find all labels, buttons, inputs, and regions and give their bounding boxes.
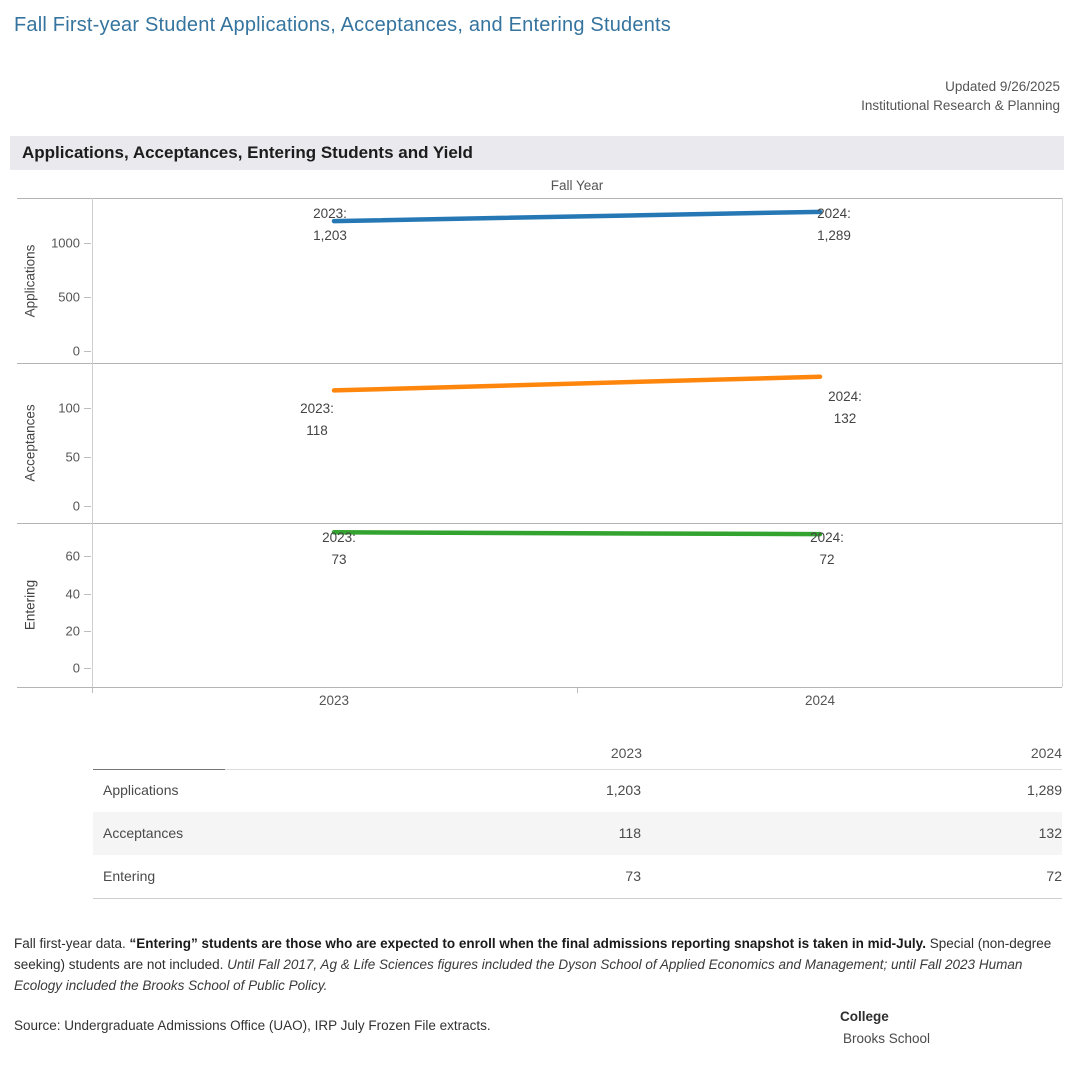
mark-label-year: 2023: [300, 401, 334, 416]
mark-label [284, 398, 350, 442]
table-cell: 72 [1046, 868, 1062, 884]
y-axis-measure-label: Acceptances [22, 404, 38, 482]
y-axis-tick-mark [84, 668, 91, 669]
y-axis-tick-label: 0 [72, 343, 80, 359]
mark-label-value: 73 [331, 552, 347, 567]
table-cell: 73 [625, 868, 641, 884]
y-axis-tick-label: 60 [65, 548, 80, 564]
page-title: Fall First-year Student Applications, Acceptances, and Entering Students [14, 14, 671, 36]
y-axis-tick-mark [84, 351, 91, 352]
y-axis-tick-label: 0 [72, 498, 80, 514]
y-axis-tick-label: 0 [72, 660, 80, 676]
mark-label-value: 132 [833, 411, 857, 426]
mark-label [297, 203, 363, 247]
mark-label-year: 2023: [322, 530, 356, 545]
x-axis-tick [577, 687, 578, 693]
entering-polyline[interactable] [334, 532, 820, 534]
x-axis-title: Fall Year [550, 178, 604, 193]
updated-block [861, 77, 1060, 115]
mark-label-year: 2024: [810, 530, 844, 545]
y-axis-measure-label: Entering [22, 579, 38, 631]
acceptances-polyline[interactable] [334, 377, 820, 391]
table-row-label: Acceptances [103, 825, 184, 841]
mark-label [812, 386, 878, 430]
table-cell: 1,289 [1026, 782, 1062, 798]
mark-label [794, 527, 860, 571]
y-axis-tick-label: 50 [65, 449, 80, 465]
y-axis-tick-mark [84, 631, 91, 632]
y-axis-measure-label: Applications [22, 244, 38, 317]
chart-right-border [1062, 198, 1063, 687]
applications-polyline[interactable] [334, 212, 820, 221]
table-col-header: 2023 [610, 745, 642, 761]
footnote-text: Special (non-degree seeking) students are not included. [14, 936, 1052, 972]
y-axis-tick-label: 100 [58, 400, 80, 416]
mark-label-year: 2024: [817, 206, 851, 221]
table-cell: 118 [618, 825, 641, 841]
mark-label-year: 2024: [828, 389, 862, 404]
mark-label-value: 118 [306, 423, 328, 438]
footnote-text: Fall first-year data. [14, 936, 130, 951]
table-col-header: 2024 [1030, 745, 1062, 761]
college-filter-label: College [840, 1009, 889, 1024]
y-axis-tick-mark [84, 556, 91, 557]
x-axis-tick-label: 2023 [318, 693, 350, 708]
table-cell: 1,203 [605, 782, 641, 798]
y-axis-tick-mark [84, 457, 91, 458]
org-name: Institutional Research & Planning [861, 98, 1060, 113]
table-cell: 132 [1038, 825, 1062, 841]
section-header-band [10, 136, 1064, 170]
footnote-bold-text: “Entering” students are those who are expected to enroll when the final admissions reporting snapshot is taken in mid-July. [129, 936, 930, 951]
mark-label-year: 2023: [313, 206, 347, 221]
chart-bottom-border [17, 687, 1062, 688]
y-axis-tick-mark [84, 594, 91, 595]
mark-label [306, 527, 372, 571]
table-row [93, 812, 1062, 855]
footnote [14, 933, 1064, 996]
table-row [93, 769, 1062, 812]
section-header-title: Applications, Acceptances, Entering Students and Yield [22, 143, 473, 162]
y-axis-tick-label: 1000 [51, 235, 80, 251]
y-axis-tick-mark [84, 408, 91, 409]
y-axis-tick-mark [84, 243, 91, 244]
source-line: Source: Undergraduate Admissions Office (UAO), IRP July Frozen File extracts. [14, 1018, 491, 1033]
table-row [93, 855, 1062, 898]
table-row-label: Applications [103, 782, 179, 798]
y-axis-tick-label: 20 [65, 623, 80, 639]
mark-label-value: 1,289 [817, 228, 851, 243]
y-axis-tick-label: 500 [58, 289, 80, 305]
mark-label-value: 1,203 [313, 228, 347, 243]
college-filter-value[interactable]: Brooks School [843, 1031, 931, 1046]
updated-date: Updated 9/26/2025 [945, 79, 1060, 94]
entering-line-mark[interactable] [92, 523, 1062, 687]
table-row-label: Entering [103, 868, 156, 884]
y-axis-tick-mark [84, 297, 91, 298]
x-axis-tick [92, 687, 93, 693]
mark-label [801, 203, 867, 247]
acceptances-line-mark[interactable] [92, 363, 1062, 523]
college-filter [840, 1006, 930, 1050]
table-bottom-border [93, 898, 1062, 899]
mark-label-value: 72 [819, 552, 835, 567]
y-axis-tick-label: 40 [65, 586, 80, 602]
y-axis-tick-mark [84, 506, 91, 507]
footnote-italic-text: Until Fall 2017, Ag & Life Sciences figures included the Dyson School of Applied Economics and Management; until Fall 2023 Human Ecology included the Brooks School of Public Policy. [14, 957, 1023, 993]
x-axis-tick-label: 2024 [804, 693, 836, 708]
applications-line-mark[interactable] [92, 198, 1062, 363]
